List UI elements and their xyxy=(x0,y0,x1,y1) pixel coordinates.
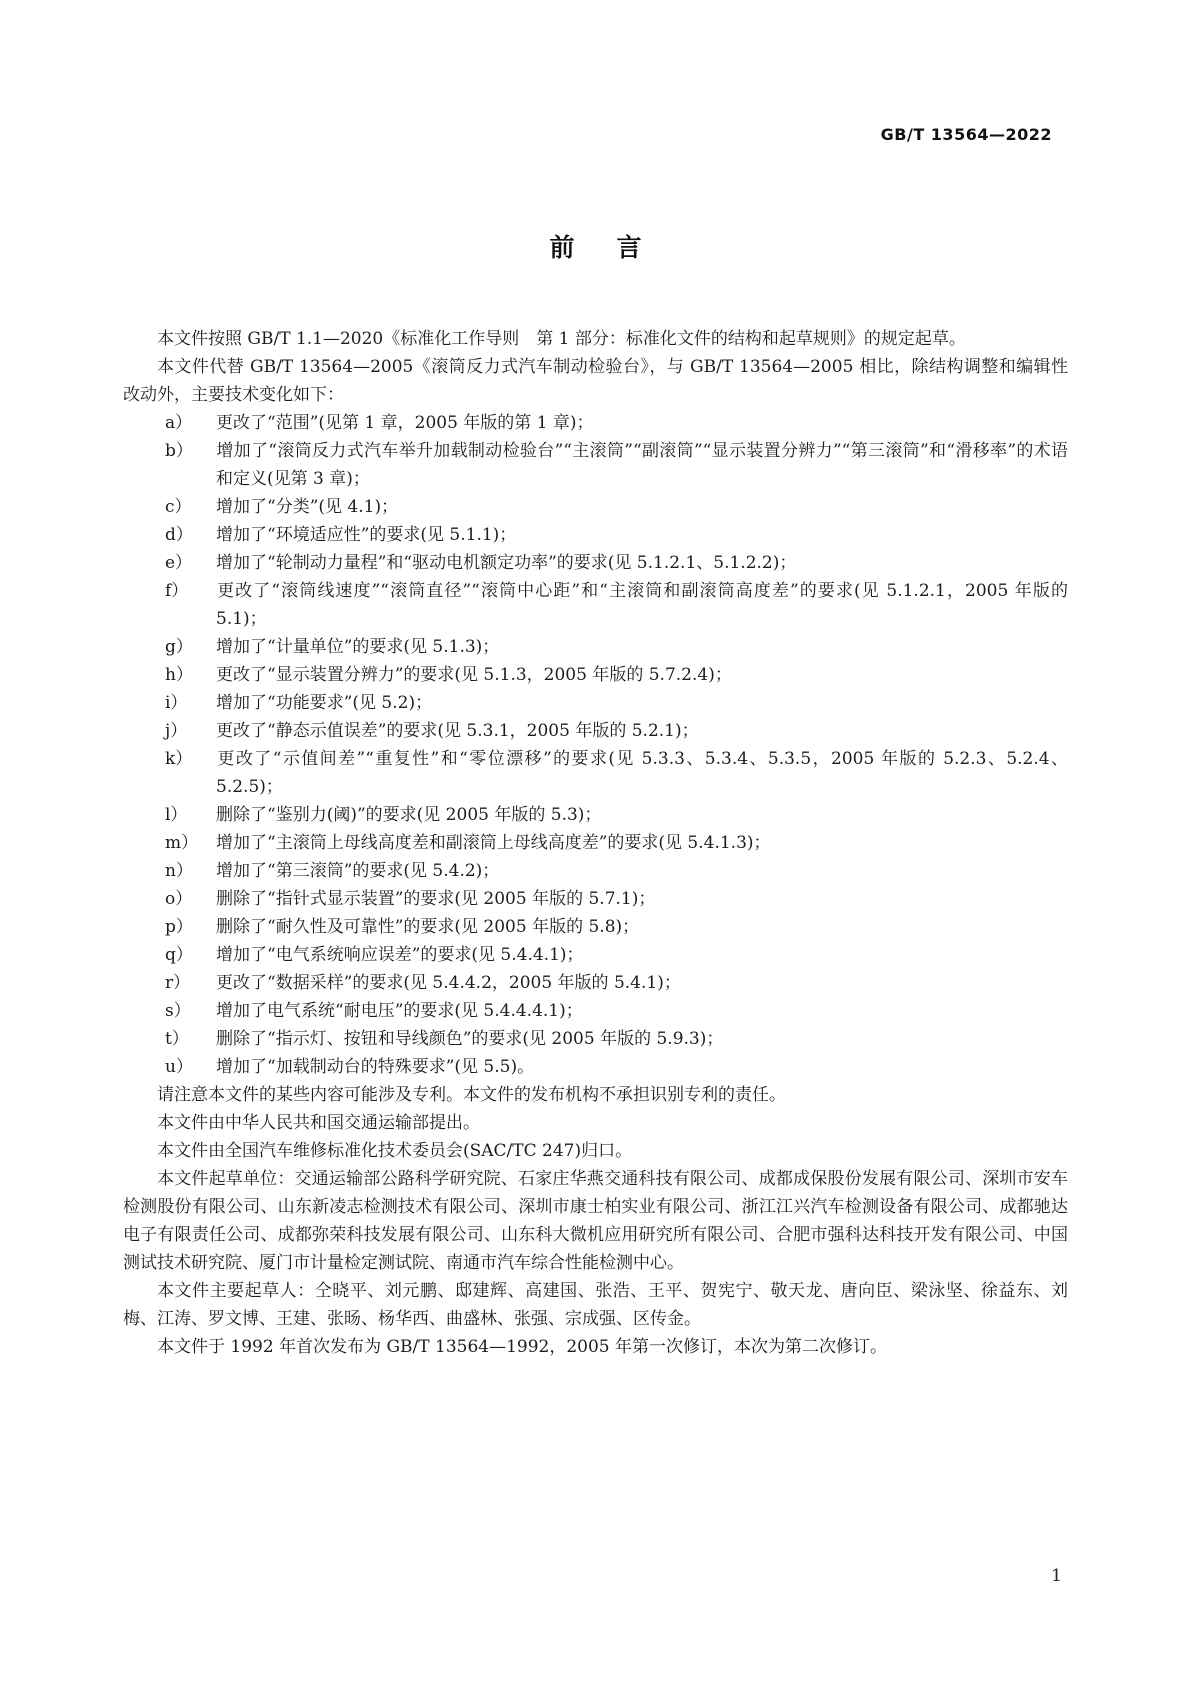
drafting-units-paragraph: 本文件起草单位：交通运输部公路科学研究院、石家庄华燕交通科技有限公司、成都成保股份发展有限公司、深圳市安车检测股份有限公司、山东新凌志检测技术有限公司、深圳市康士柏实业有限公司、浙江江兴汽车检测设备有限公司、成都驰达电子有限责任公司、成都弥荣科技发展有限公司、山东科大微机应用研究所有限公司、合肥市强科达科技开发有限公司、中国测试技术研究院、厦门市计量检定测试院、南通市汽车综合性能检测中心。 xyxy=(123,1169,1068,1273)
list-marker: a） xyxy=(165,413,193,433)
list-item-text: 更改了“显示装置分辨力”的要求(见 5.1.3，2005 年版的 5.7.2.4)； xyxy=(216,665,732,685)
list-item xyxy=(123,801,1068,829)
list-marker: l） xyxy=(165,805,188,825)
list-item xyxy=(123,885,1068,913)
list-item-text: 更改了“范围”(见第 1 章，2005 年版的第 1 章)； xyxy=(216,413,594,433)
list-item xyxy=(123,493,1068,521)
list-item xyxy=(123,633,1068,661)
list-item-text: 删除了“指示灯、按钮和导线颜色”的要求(见 2005 年版的 5.9.3)； xyxy=(216,1029,724,1049)
committee-paragraph: 本文件由全国汽车维修标准化技术委员会(SAC/TC 247)归口。 xyxy=(157,1141,633,1161)
list-marker: u） xyxy=(165,1057,193,1077)
list-marker: r） xyxy=(165,973,191,993)
list-item xyxy=(123,521,1068,549)
change-list xyxy=(123,409,1068,1081)
intro-paragraph: 本文件按照 GB/T 1.1—2020《标准化工作导则 第 1 部分：标准化文件的结构和起草规则》的规定起草。 xyxy=(157,329,966,349)
list-marker: o） xyxy=(165,889,193,909)
list-item xyxy=(123,1053,1068,1081)
list-item-text: 增加了电气系统“耐电压”的要求(见 5.4.4.4.1)； xyxy=(216,1001,583,1021)
list-marker: k） xyxy=(165,749,193,769)
list-item xyxy=(123,913,1068,941)
intro-paragraph: 本文件代替 GB/T 13564—2005《滚筒反力式汽车制动检验台》，与 GB/T 13564—2005 相比，除结构调整和编辑性改动外，主要技术变化如下： xyxy=(123,357,1068,405)
list-item-text: 删除了“鉴别力(阈)”的要求(见 2005 年版的 5.3)； xyxy=(216,805,602,825)
list-item-text: 增加了“电气系统响应误差”的要求(见 5.4.4.1)； xyxy=(216,945,584,965)
list-item-text: 更改了“静态示值误差”的要求(见 5.3.1，2005 年版的 5.2.1)； xyxy=(216,721,699,741)
list-item-text: 增加了“分类”(见 4.1)； xyxy=(216,497,399,517)
page-number: 1 xyxy=(1051,1566,1062,1586)
patent-notice: 请注意本文件的某些内容可能涉及专利。本文件的发布机构不承担识别专利的责任。 xyxy=(157,1085,786,1105)
list-item-text: 增加了“加载制动台的特殊要求”(见 5.5)。 xyxy=(216,1057,535,1077)
list-item xyxy=(123,409,1068,437)
list-item-text: 更改了“数据采样”的要求(见 5.4.4.2，2005 年版的 5.4.1)； xyxy=(216,973,681,993)
list-item xyxy=(123,1025,1068,1053)
list-item xyxy=(123,969,1068,997)
list-marker: j） xyxy=(165,721,188,741)
list-item xyxy=(123,941,1068,969)
list-item-text: 更改了“示值间差”“重复性”和“零位漂移”的要求(见 5.3.3、5.3.4、5.3.5，2005 年版的 5.2.3、5.2.4、5.2.5)； xyxy=(216,749,1068,797)
list-marker: i） xyxy=(165,693,188,713)
list-item-text: 增加了“功能要求”(见 5.2)； xyxy=(216,693,433,713)
list-marker: h） xyxy=(165,665,193,685)
list-marker: c） xyxy=(165,497,192,517)
list-marker: p） xyxy=(165,917,193,937)
list-item-text: 增加了“计量单位”的要求(见 5.1.3)； xyxy=(216,637,500,657)
list-marker: g） xyxy=(165,637,193,657)
list-item xyxy=(123,437,1068,493)
list-item xyxy=(123,717,1068,745)
page-title: 前言 xyxy=(549,233,684,262)
list-item xyxy=(123,745,1068,801)
drafters-paragraph: 本文件主要起草人：仝晓平、刘元鹏、邸建辉、高建国、张浩、王平、贺宪宁、敬天龙、唐向臣、梁泳坚、徐益东、刘梅、江涛、罗文博、王建、张旸、杨华西、曲盛林、张强、宗成强、区传金。 xyxy=(123,1281,1068,1329)
list-item xyxy=(123,661,1068,689)
list-item-text: 增加了“第三滚筒”的要求(见 5.4.2)； xyxy=(216,861,500,881)
proposer-paragraph: 本文件由中华人民共和国交通运输部提出。 xyxy=(157,1113,480,1133)
document-body xyxy=(123,325,1068,1361)
list-item-text: 增加了“主滚筒上母线高度差和副滚筒上母线高度差”的要求(见 5.4.1.3)； xyxy=(216,833,771,853)
standard-number: GB/T 13564—2022 xyxy=(880,125,1052,144)
list-item-text: 删除了“指针式显示装置”的要求(见 2005 年版的 5.7.1)； xyxy=(216,889,656,909)
history-paragraph: 本文件于 1992 年首次发布为 GB/T 13564—1992，2005 年第一次修订，本次为第二次修订。 xyxy=(157,1337,888,1357)
list-item-text: 更改了“滚筒线速度”“滚筒直径”“滚筒中心距”和“主滚筒和副滚筒高度差”的要求(见 5.1.2.1，2005 年版的 5.1)； xyxy=(216,581,1068,629)
list-marker: n） xyxy=(165,861,193,881)
list-marker: s） xyxy=(165,1001,191,1021)
list-item xyxy=(123,549,1068,577)
list-item-text: 增加了“滚筒反力式汽车举升加载制动检验台”“主滚筒”“副滚筒”“显示装置分辨力”“第三滚筒”和“滑移率”的术语和定义(见第 3 章)； xyxy=(216,441,1068,489)
list-item xyxy=(123,829,1068,857)
list-marker: m） xyxy=(165,833,199,853)
list-item xyxy=(123,689,1068,717)
list-item-text: 删除了“耐久性及可靠性”的要求(见 2005 年版的 5.8)； xyxy=(216,917,640,937)
list-marker: q） xyxy=(165,945,193,965)
list-marker: e） xyxy=(165,553,193,573)
list-item-text: 增加了“轮制动力量程”和“驱动电机额定功率”的要求(见 5.1.2.1、5.1.2.2)； xyxy=(216,553,797,573)
list-item xyxy=(123,577,1068,633)
list-item xyxy=(123,997,1068,1025)
list-item xyxy=(123,857,1068,885)
list-marker: f） xyxy=(165,581,189,601)
list-marker: b） xyxy=(165,441,193,461)
list-marker: d） xyxy=(165,525,193,545)
list-item-text: 增加了“环境适应性”的要求(见 5.1.1)； xyxy=(216,525,517,545)
list-marker: t） xyxy=(165,1029,189,1049)
